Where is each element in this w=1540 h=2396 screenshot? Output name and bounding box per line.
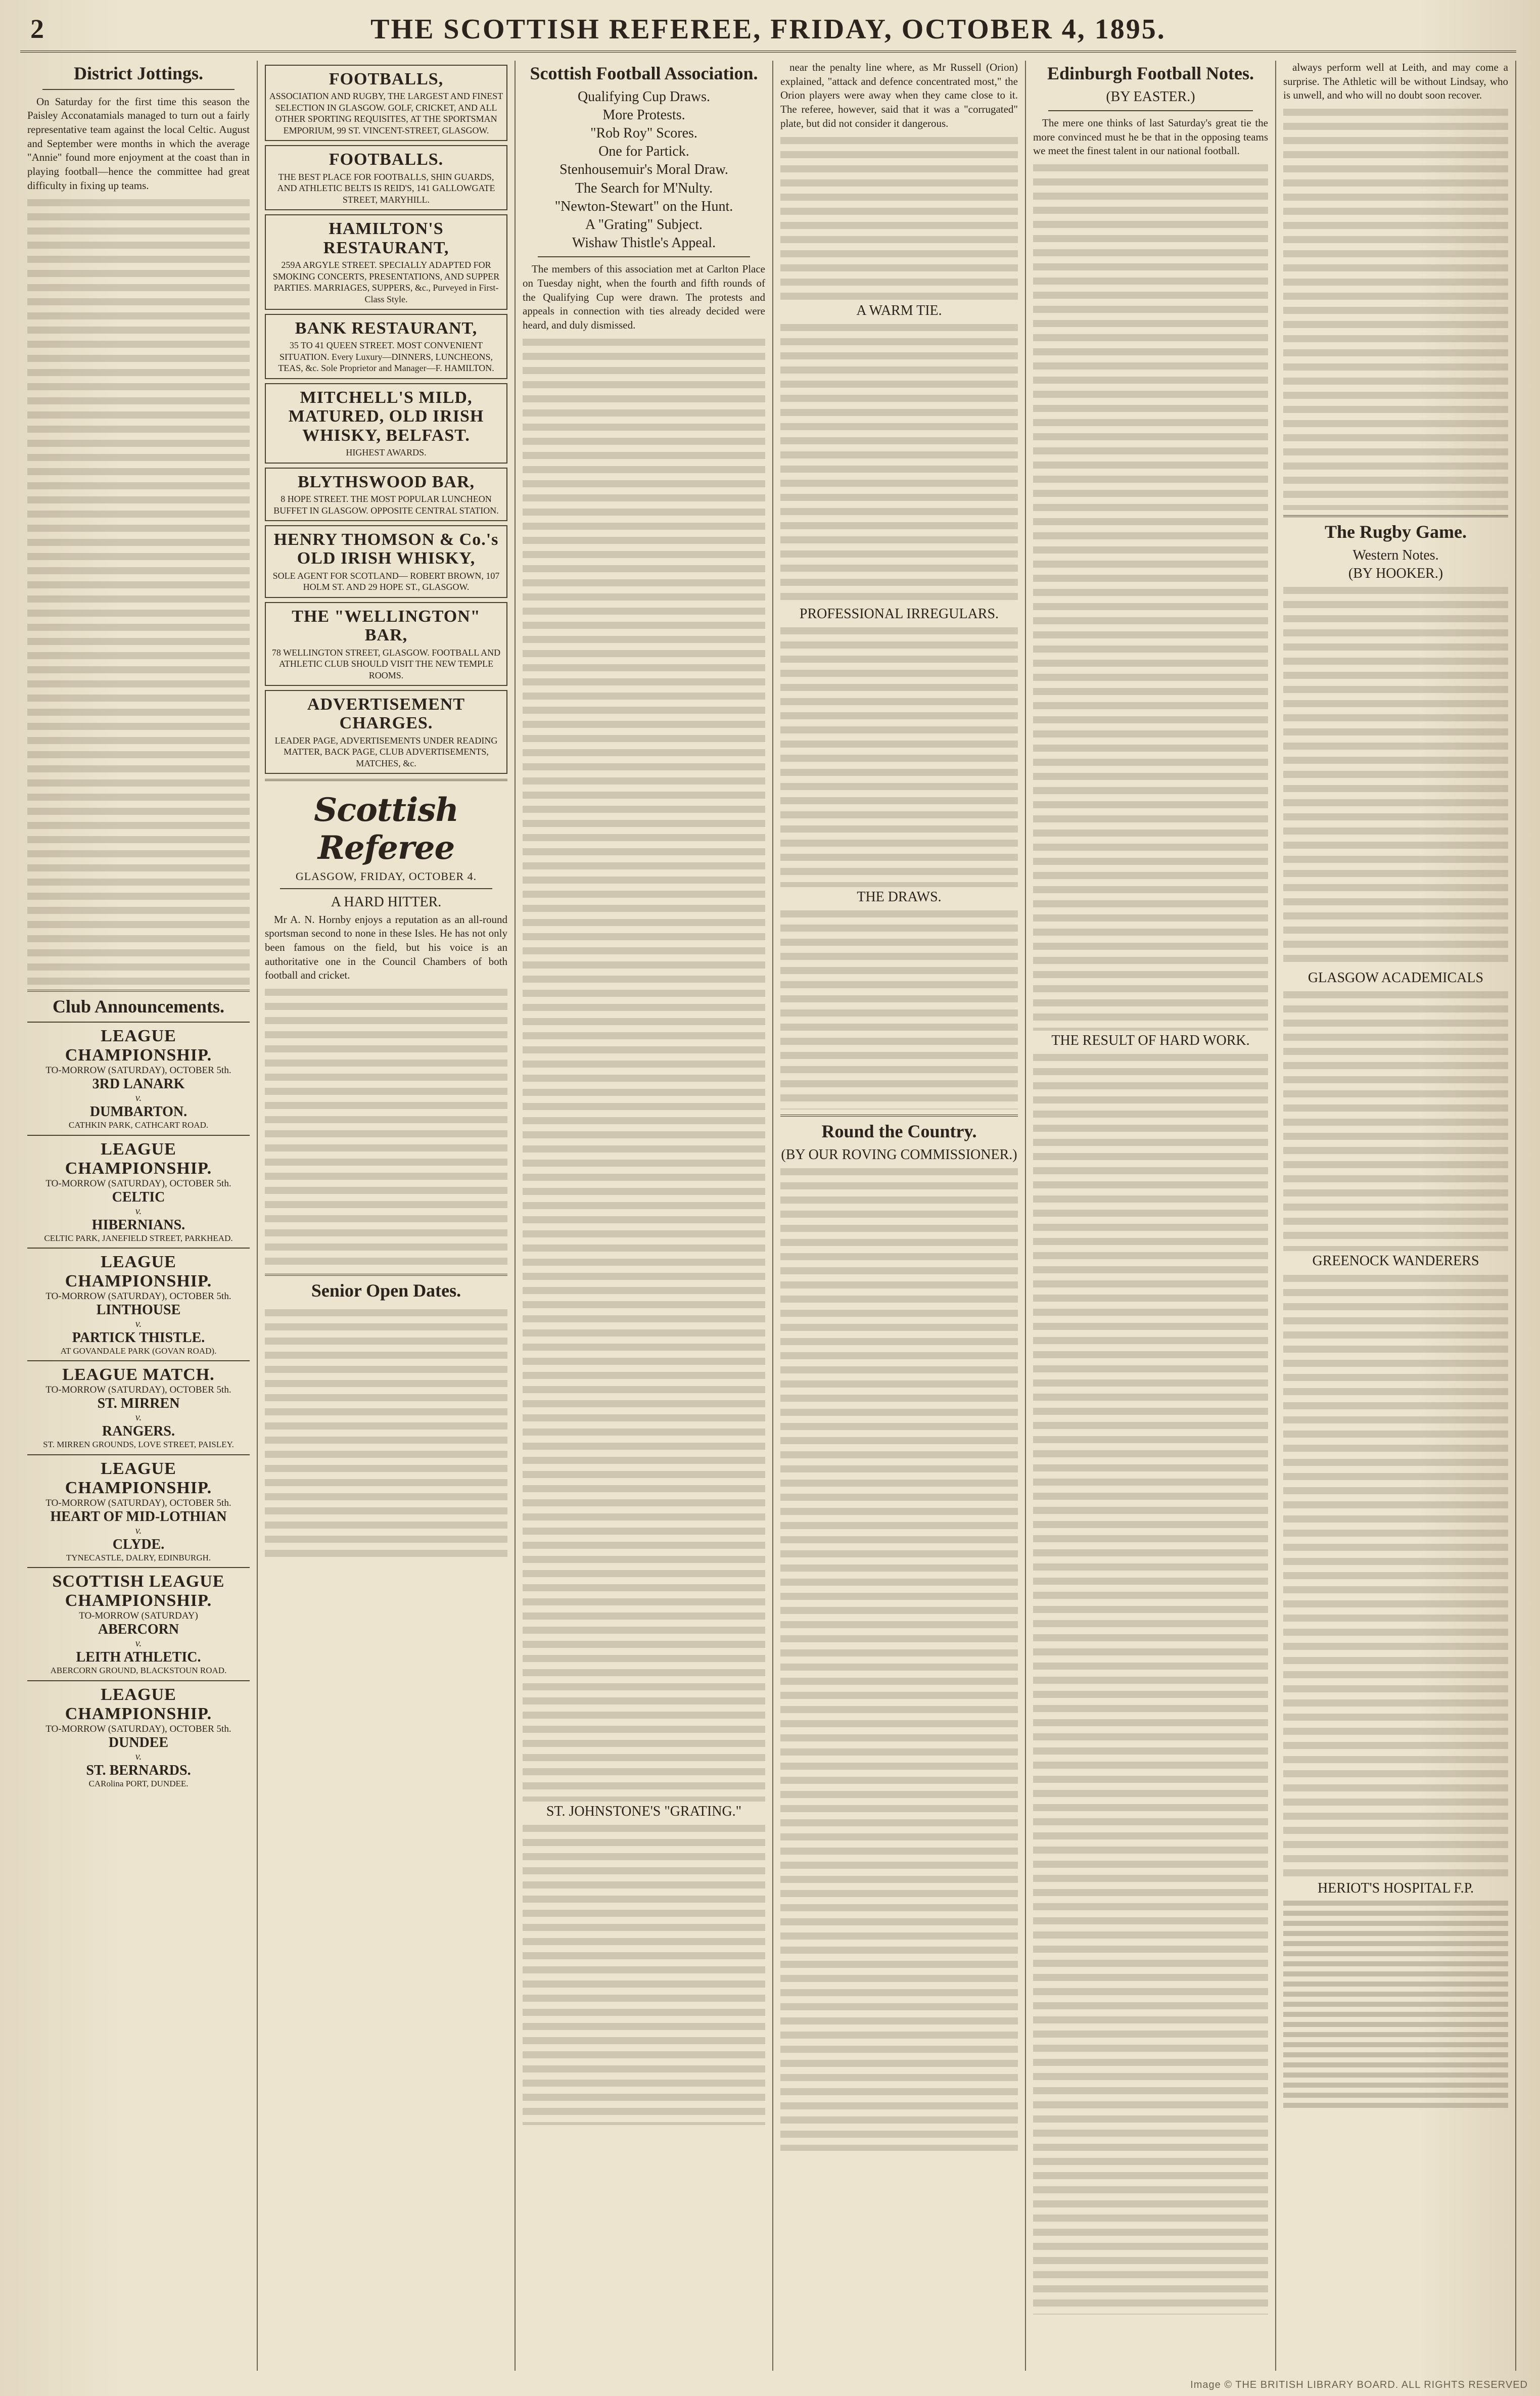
home-team: 3RD LANARK [92, 1076, 185, 1092]
edinburgh-continued-text: always perform well at Leith, and may come a surprise. The Athletic will be without Lindsay, who is unwell, and who will no doubt soon recover. [1283, 61, 1508, 102]
body-text [780, 134, 1018, 301]
match-date: TO-MORROW (SATURDAY), OCTOBER 5th. [45, 1723, 231, 1734]
match-date: TO-MORROW (SATURDAY), OCTOBER 5th. [45, 1291, 231, 1302]
subheading: GLASGOW ACADEMICALS [1308, 970, 1484, 986]
divider [538, 256, 750, 257]
subheading: HERIOT'S HOSPITAL F.P. [1317, 1880, 1474, 1896]
district-jottings-text: On Saturday for the first time this season the Paisley Acconatamials managed to turn out a fairly representative team against the local Celtic. August and September were months in which the average "Annie" found more enjoyment at the coast than in playing football—hence the committee had great difficulty in fixing up teams. [27, 95, 250, 192]
byline: (BY EASTER.) [1106, 88, 1195, 105]
ad-text: 8 HOPE STREET. THE MOST POPULAR LUNCHEON BUFFET IN GLASGOW. OPPOSITE CENTRAL STATION. [273, 494, 499, 516]
league-title: LEAGUE CHAMPIONSHIP. [65, 1685, 212, 1723]
ad-text: 35 TO 41 QUEEN STREET. MOST CONVENIENT SITUATION. Every Luxury—DINNERS, LUNCHEONS, TEAS, &c. Sole Proprietor and Manager—F. HAMILTON. [278, 340, 494, 374]
versus: v. [135, 1638, 142, 1649]
away-team: CLYDE. [112, 1536, 165, 1552]
away-team: PARTICK THISTLE. [72, 1330, 205, 1346]
match-ground: AT GOVANDALE PARK (GOVAN ROAD). [60, 1346, 217, 1356]
home-team: LINTHOUSE [96, 1302, 181, 1318]
body-text [780, 907, 1018, 1110]
versus: v. [135, 1205, 142, 1217]
sfa-subheading: "Newton-Stewart" on the Hunt. [554, 198, 733, 214]
home-team: HEART OF MID-LOTHIAN [50, 1508, 227, 1525]
advertisement [265, 314, 507, 379]
subheading: GREENOCK WANDERERS [1312, 1253, 1479, 1269]
ad-headline: BLYTHSWOOD BAR, [297, 472, 475, 491]
body-text [780, 321, 1018, 604]
subheading: ST. JOHNSTONE'S "GRATING." [546, 1803, 742, 1819]
divider [265, 1274, 507, 1276]
ad-text: THE BEST PLACE FOR FOOTBALLS, SHIN GUARDS, AND ATHLETIC BELTS IS REID'S, 141 GALLOWGATE STREET, MARYHILL. [277, 171, 495, 205]
league-title: SCOTTISH LEAGUE CHAMPIONSHIP. [52, 1572, 225, 1610]
ad-text: SOLE AGENT FOR SCOTLAND— ROBERT BROWN, 107 HOLM ST. AND 29 HOPE ST., GLASGOW. [272, 570, 500, 592]
body-text [1033, 1051, 1268, 2315]
ad-text: LEADER PAGE, ADVERTISEMENTS UNDER READING MATTER, BACK PAGE, CLUB ADVERTISEMENTS, MATCHES, &c. [274, 735, 498, 768]
versus: v. [135, 1318, 142, 1329]
home-team: ABERCORN [98, 1622, 179, 1638]
body-text [265, 986, 507, 1269]
match-ground: ABERCORN GROUND, BLACKSTOUN ROAD. [50, 1666, 227, 1676]
subheading: THE DRAWS. [857, 889, 942, 905]
home-team: CELTIC [112, 1189, 165, 1205]
ad-headline: ADVERTISEMENT CHARGES. [307, 695, 465, 733]
league-announcement [27, 1454, 250, 1563]
match-date: TO-MORROW (SATURDAY), OCTOBER 5th. [45, 1385, 231, 1396]
subheading: THE RESULT OF HARD WORK. [1051, 1032, 1250, 1048]
sfa-continued-text: near the penalty line where, as Mr Russell (Orion) explained, "attack and defence concentrated most," the Orion players were away when they came close to it. The referee, however, said that it was a "corrugated" plate, but did not consider it dangerous. [780, 61, 1018, 129]
body-text [1283, 584, 1508, 968]
rugby-game-title: The Rugby Game. [1324, 522, 1467, 542]
edinburgh-text: The mere one thinks of last Saturday's great tie the more convinced must he be that in the opposing teams we meet the finest talent in our national football. [1033, 116, 1268, 157]
page-header [20, 10, 1516, 53]
body-text [265, 1306, 507, 1559]
league-title: LEAGUE CHAMPIONSHIP. [65, 1139, 212, 1178]
body-text [27, 196, 250, 985]
match-date: TO-MORROW (SATURDAY), OCTOBER 5th. [45, 1178, 231, 1189]
body-text [1283, 1272, 1508, 1878]
byline: (BY OUR ROVING COMMISSIONER.) [781, 1146, 1017, 1163]
body-text [1283, 106, 1508, 510]
sfa-subheading: "Rob Roy" Scores. [590, 125, 697, 141]
league-title: LEAGUE MATCH. [62, 1365, 215, 1385]
league-title: LEAGUE CHAMPIONSHIP. [65, 1459, 212, 1497]
ad-list [265, 65, 507, 774]
away-team: LEITH ATHLETIC. [76, 1649, 201, 1666]
match-ground: CELTIC PARK, JANEFIELD STREET, PARKHEAD. [44, 1233, 233, 1243]
league-announcement [27, 1567, 250, 1676]
ad-text: ASSOCIATION AND RUGBY, THE LARGEST AND FINEST SELECTION IN GLASGOW. GOLF, CRICKET, AND ALL OTHER SPORTING REQUISITES, AT THE SPORTSMAN EMPORIUM, 99 ST. VINCENT-STREET, GLASGOW. [269, 91, 503, 135]
sfa-subheads [523, 89, 765, 252]
match-date: TO-MORROW (SATURDAY), OCTOBER 5th. [45, 1065, 231, 1076]
column-3 [516, 61, 773, 2371]
divider [1283, 515, 1508, 517]
district-jottings-title: District Jottings. [74, 63, 203, 83]
senior-open-dates-title: Senior Open Dates. [311, 1280, 461, 1301]
advertisement [265, 525, 507, 598]
column-5 [1026, 61, 1276, 2371]
sfa-subheading: More Protests. [602, 107, 685, 123]
versus: v. [135, 1525, 142, 1536]
sfa-subheading: The Search for M'Nulty. [575, 180, 713, 196]
ad-headline: THE "WELLINGTON" BAR, [292, 607, 481, 645]
ad-headline: HAMILTON'S RESTAURANT, [323, 219, 449, 257]
sfa-subheading: Stenhousemuir's Moral Draw. [559, 162, 728, 178]
subheading: PROFESSIONAL IRREGULARS. [799, 606, 999, 622]
column-1 [20, 61, 258, 2371]
body-text [523, 1822, 765, 2125]
advertisement [265, 65, 507, 141]
advertisement [265, 602, 507, 686]
league-announcement [27, 1248, 250, 1356]
divider [265, 779, 507, 781]
copyright-notice: Image © THE BRITISH LIBRARY BOARD. ALL RIGHTS RESERVED [1190, 2379, 1528, 2390]
ad-headline: MITCHELL'S MILD, MATURED, OLD IRISH WHISKY, BELFAST. [288, 388, 484, 445]
away-team: HIBERNIANS. [91, 1217, 185, 1233]
league-title: LEAGUE CHAMPIONSHIP. [65, 1027, 212, 1065]
league-announcement [27, 1022, 250, 1130]
column-2 [258, 61, 516, 2371]
divider [780, 1115, 1018, 1117]
league-announcement [27, 1680, 250, 1789]
ad-headline: BANK RESTAURANT, [295, 319, 478, 338]
subheading: A WARM TIE. [856, 302, 942, 318]
article-text: Mr A. N. Hornby enjoys a reputation as an all-round sportsman second to none in these Isles. He has not only been famous on the field, but his voice is an authoritative one in the Council Chambers of both football and cricket. [265, 913, 507, 982]
advertisement [265, 468, 507, 521]
ad-text: HIGHEST AWARDS. [346, 447, 427, 458]
scottish-referee-logo: Scottish Referee [314, 791, 458, 867]
round-the-country-title: Round the Country. [821, 1121, 977, 1142]
advertisement [265, 383, 507, 464]
sfa-subheading: One for Partick. [598, 144, 689, 160]
body-text [1033, 161, 1268, 1031]
match-date: TO-MORROW (SATURDAY), OCTOBER 5th. [45, 1497, 231, 1508]
sfa-text: The members of this association met at Carlton Place on Tuesday night, when the fourth and fifth rounds of the Qualifying Cup were drawn. The protests and appeals in connection with ties already decided were heard, and duly dismissed. [523, 263, 765, 332]
sfa-subheading: A "Grating" Subject. [585, 216, 703, 233]
body-text [523, 336, 765, 1802]
versus: v. [135, 1412, 142, 1423]
western-notes-subtitle: Western Notes. [1352, 547, 1439, 563]
advertisement [265, 690, 507, 774]
byline: (BY HOOKER.) [1348, 565, 1443, 581]
home-team: DUNDEE [108, 1734, 169, 1750]
column-6 [1276, 61, 1516, 2371]
ad-headline: HENRY THOMSON & Co.'s OLD IRISH WHISKY, [273, 530, 499, 568]
divider [1048, 110, 1253, 111]
away-team: DUMBARTON. [89, 1104, 188, 1120]
match-ground: ST. MIRREN GROUNDS, LOVE STREET, PAISLEY. [43, 1440, 234, 1450]
ad-text: 78 WELLINGTON STREET, GLASGOW. FOOTBALL AND ATHLETIC CLUB SHOULD VISIT THE NEW TEMPLE ROOMS. [271, 647, 501, 680]
body-text [780, 1165, 1018, 2151]
divider [27, 990, 250, 992]
home-team: ST. MIRREN [97, 1396, 180, 1412]
column-4 [773, 61, 1026, 2371]
away-team: RANGERS. [102, 1423, 175, 1440]
body-text [1283, 988, 1508, 1251]
advertisement [265, 214, 507, 310]
dateline: GLASGOW, FRIDAY, OCTOBER 4. [295, 870, 477, 883]
divider [42, 89, 235, 90]
ad-headline: FOOTBALLS. [329, 150, 444, 169]
ad-headline: FOOTBALLS, [329, 70, 444, 88]
body-text [780, 624, 1018, 887]
edinburgh-notes-title: Edinburgh Football Notes. [1047, 63, 1254, 83]
page-number: 2 [30, 14, 44, 44]
versus: v. [135, 1750, 142, 1762]
divider [280, 888, 492, 889]
league-title: LEAGUE CHAMPIONSHIP. [65, 1253, 212, 1291]
masthead: THE SCOTTISH REFEREE, FRIDAY, OCTOBER 4, 1895. [370, 14, 1166, 45]
versus: v. [135, 1092, 142, 1104]
match-ground: CARolina PORT, DUNDEE. [88, 1778, 189, 1788]
league-announcement [27, 1360, 250, 1450]
league-list [27, 1022, 250, 1789]
match-ground: CATHKIN PARK, CATHCART ROAD. [68, 1120, 209, 1130]
league-announcement [27, 1135, 250, 1243]
club-announcements-title: Club Announcements. [52, 996, 225, 1017]
match-ground: TYNECASTLE, DALRY, EDINBURGH. [66, 1552, 211, 1562]
sfa-title: Scottish Football Association. [530, 63, 758, 83]
results-table [1283, 1899, 1508, 2111]
match-date: TO-MORROW (SATURDAY) [79, 1610, 198, 1622]
advertisement [265, 145, 507, 210]
away-team: ST. BERNARDS. [86, 1762, 191, 1778]
sfa-subheading: Qualifying Cup Draws. [577, 88, 711, 105]
ad-text: 259A ARGYLE STREET. SPECIALLY ADAPTED FOR SMOKING CONCERTS, PRESENTATIONS, AND SUPPER PARTIES. MARRIAGES, SUPPERS, &c., Purveyed in First-Class Style. [272, 260, 500, 304]
article-title: A HARD HITTER. [331, 894, 442, 910]
sfa-subheading: Wishaw Thistle's Appeal. [572, 235, 716, 251]
